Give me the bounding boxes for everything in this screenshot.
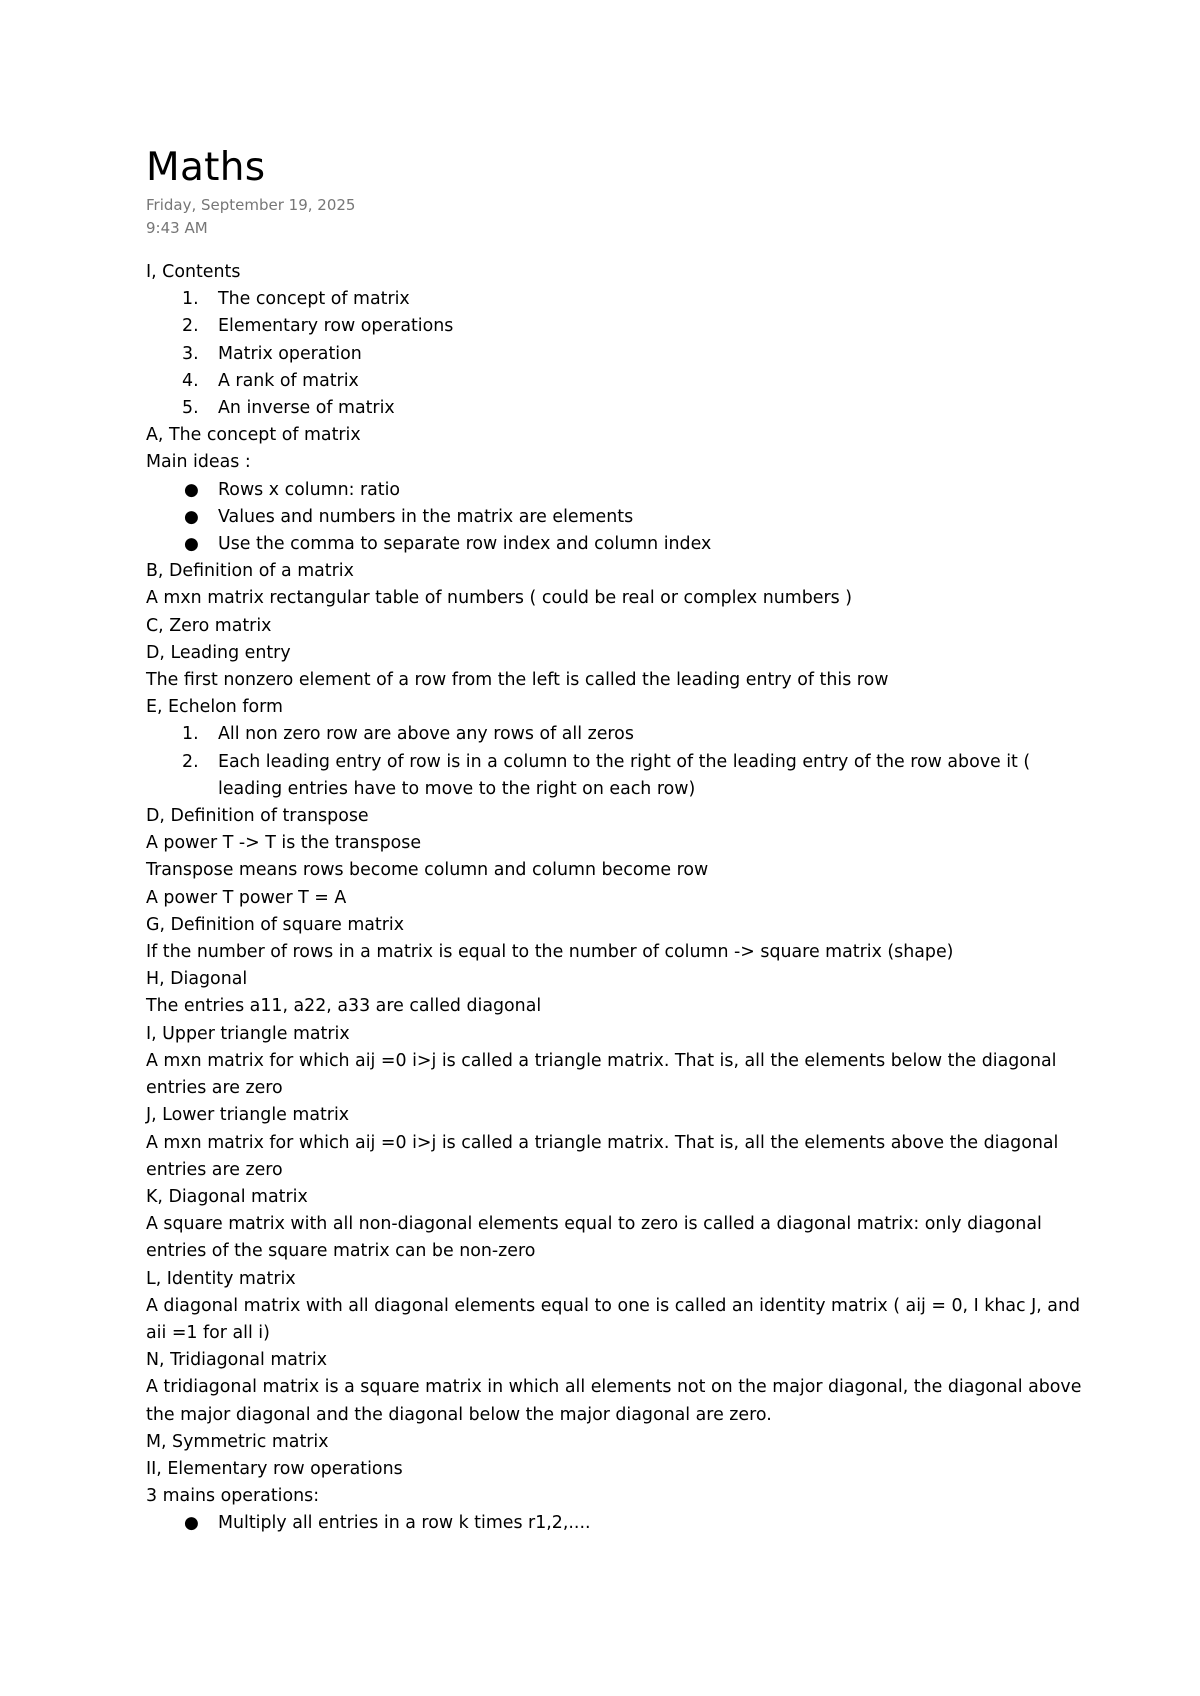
numbered-list: [146, 721, 1086, 803]
note-time: 9:43 AM: [146, 219, 208, 237]
bullet-icon: ●: [184, 1513, 199, 1534]
list-item: ● Multiply all entries in a row k times r1,2,....: [146, 1510, 1086, 1537]
bullet-list: [146, 1510, 1086, 1537]
section-heading: J, Lower triangle matrix: [146, 1105, 350, 1126]
paragraph: A square matrix with all non-diagonal elements equal to zero is called a diagonal matrix: only diagonal entries of the square matrix can be non-zero: [146, 1214, 1048, 1262]
list-item: 1. The concept of matrix: [146, 286, 1086, 313]
paragraph: The entries a11, a22, a33 are called diagonal: [146, 996, 542, 1017]
paragraph: A mxn matrix for which aij =0 i>j is called a triangle matrix. That is, all the elements above the diagonal entries are zero: [146, 1132, 1064, 1180]
note-page: [146, 142, 1086, 1538]
section-heading: C, Zero matrix: [146, 615, 272, 636]
paragraph: A power T -> T is the transpose: [146, 833, 422, 854]
section-heading: D, Definition of transpose: [146, 806, 369, 827]
list-number: 2.: [182, 751, 199, 772]
paragraph: A power T power T = A: [146, 887, 347, 908]
list-number: 1.: [182, 289, 199, 310]
paragraph: The first nonzero element of a row from the left is called the leading entry of this row: [146, 670, 889, 691]
paragraph: Transpose means rows become column and column become row: [146, 860, 709, 881]
section-heading: N, Tridiagonal matrix: [146, 1350, 328, 1371]
bullet-icon: ●: [184, 534, 199, 555]
section-heading: H, Diagonal: [146, 969, 248, 990]
list-number: 3.: [182, 343, 199, 364]
paragraph: A tridiagonal matrix is a square matrix in which all elements not on the major diagonal, the diagonal above the major diagonal and the diagonal below the major diagonal are zero.: [146, 1377, 1087, 1425]
section-heading: E, Echelon form: [146, 697, 283, 718]
paragraph: If the number of rows in a matrix is equal to the number of column -> square matrix (shape): [146, 942, 954, 963]
list-number: 4.: [182, 370, 199, 391]
bullet-icon: ●: [184, 479, 199, 500]
list-item: ● Values and numbers in the matrix are elements: [146, 504, 1086, 531]
list-item: 3. Matrix operation: [146, 341, 1086, 368]
section-heading: II, Elementary row operations: [146, 1458, 403, 1479]
section-heading: L, Identity matrix: [146, 1268, 296, 1289]
list-number: 5.: [182, 398, 199, 419]
paragraph: Main ideas :: [146, 452, 251, 473]
page-title: Maths: [146, 145, 266, 190]
list-item: ● Use the comma to separate row index and column index: [146, 531, 1086, 558]
paragraph: 3 mains operations:: [146, 1486, 320, 1507]
section-heading: K, Diagonal matrix: [146, 1186, 308, 1207]
list-item: 1. All non zero row are above any rows of all zeros: [146, 721, 1086, 748]
section-heading: B, Definition of a matrix: [146, 561, 354, 582]
bullet-icon: ●: [184, 506, 199, 527]
section-heading: I, Upper triangle matrix: [146, 1023, 350, 1044]
list-item: ● Rows x column: ratio: [146, 477, 1086, 504]
list-item: 2. Each leading entry of row is in a column to the right of the leading entry of the row above it ( leading entries have to move to the right on each row): [146, 749, 1086, 803]
section-heading: D, Leading entry: [146, 642, 291, 663]
section-heading: A, The concept of matrix: [146, 425, 361, 446]
list-item: 5. An inverse of matrix: [146, 395, 1086, 422]
list-number: 1.: [182, 724, 199, 745]
note-body: [146, 259, 1086, 1538]
section-heading: M, Symmetric matrix: [146, 1431, 329, 1452]
list-number: 2.: [182, 316, 199, 337]
bullet-list: [146, 477, 1086, 559]
contents-list: [146, 286, 1086, 422]
paragraph: A diagonal matrix with all diagonal elements equal to one is called an identity matrix ( aij = 0, I khac J, and aii =1 for all i): [146, 1295, 1086, 1343]
paragraph: A mxn matrix for which aij =0 i>j is called a triangle matrix. That is, all the elements below the diagonal entries are zero: [146, 1050, 1062, 1099]
note-date: Friday, September 19, 2025: [146, 196, 356, 214]
contents-heading: I, Contents: [146, 262, 241, 282]
paragraph: A mxn matrix rectangular table of numbers ( could be real or complex numbers ): [146, 588, 852, 609]
section-heading: G, Definition of square matrix: [146, 914, 405, 935]
list-item: 4. A rank of matrix: [146, 368, 1086, 395]
list-item: 2. Elementary row operations: [146, 313, 1086, 340]
